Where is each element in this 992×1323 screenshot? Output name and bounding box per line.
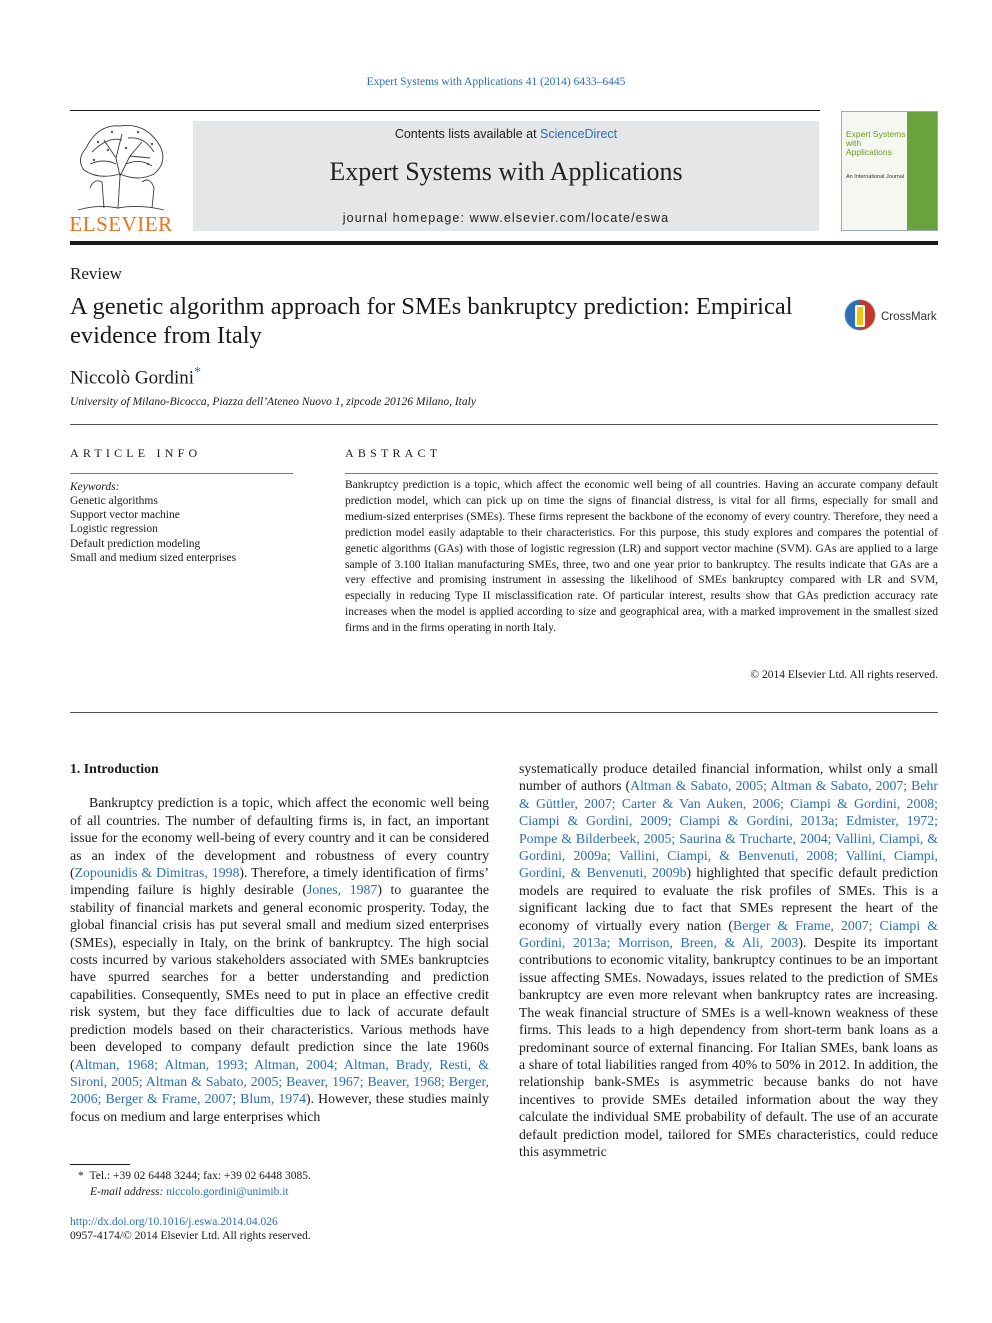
crossmark-label: CrossMark xyxy=(881,311,937,323)
journal-homepage-link[interactable]: journal homepage: www.elsevier.com/locate/eswa xyxy=(342,211,670,225)
elsevier-wordmark: ELSEVIER xyxy=(69,212,173,236)
body-text: ) highlighted that specific default prediction models are required to evaluate the risk profiles of SMEs. This is a significant lacking due to fact that SMEs represent the heart of the economy of virtually every nation ( xyxy=(519,865,938,933)
intro-paragraph-continued xyxy=(519,760,938,1160)
keyword-item: Default prediction modeling xyxy=(70,537,201,550)
keywords-list xyxy=(70,494,236,565)
body-text: ). Therefore, a timely identification of firms’ impending failure is highly desirable ( xyxy=(70,865,489,898)
body-text: ). However, these studies mainly focus on medium and large enterprises which xyxy=(70,1091,489,1124)
footnote-marker: * xyxy=(78,1170,84,1182)
abstract-divider xyxy=(345,473,938,474)
author-affiliation: University of Milano-Bicocca, Piazza dell’Ateneo Nuovo 1, zipcode 20126 Milano, Italy xyxy=(70,396,476,408)
doi-link[interactable]: http://dx.doi.org/10.1016/j.eswa.2014.04.026 xyxy=(70,1216,278,1228)
article-info-divider xyxy=(70,473,293,474)
contents-line xyxy=(193,127,819,141)
body-column-right xyxy=(519,760,938,1160)
issn-copyright: 0957-4174/© 2014 Elsevier Ltd. All rights reserved. xyxy=(70,1230,311,1242)
abstract-text: Bankruptcy prediction is a topic, which affect the economic well being of all countries. Having an accurate company default prediction model, which can pick up on time the signs of financial distress, is vital for all firms, especially for small and medium-sized enterprises (SMEs). These firms represent the backbone of the economy of every country. Therefore, they need a prediction model easily adaptable to their characteristics. For this purpose, this study explores and compares the potential of genetic algorithms (GAs) with those of logistic regression (LR) and support vector machine (SVM). GAs are applied to a large sample of 3.100 Italian manufacturing SMEs, three, two and one year prior to bankruptcy. The results indicate that GAs are a very effective and promising instrument in assessing the likelihood of SMEs bankruptcy compared with LR and SVM, especially in reducing Type II misclassification rate. Of particular interest, results show that GAs prediction accuracy rate increases when the model is applied according to size and geographical area, with a marked improvement in the smallest sized firms and in the firms operating in north Italy. xyxy=(345,479,938,635)
journal-title: Expert Systems with Applications xyxy=(329,157,683,186)
article-author xyxy=(70,365,201,389)
journal-cover-thumbnail xyxy=(841,111,938,231)
journal-citation-link[interactable]: Expert Systems with Applications 41 (2014) 6433–6445 xyxy=(366,76,626,88)
contents-prefix: Contents lists available at xyxy=(394,127,541,141)
footnote-contact xyxy=(78,1170,311,1182)
crossmark-badge[interactable] xyxy=(843,298,939,332)
body-text: systematically produce detailed financial information, whilst only a small number of authors ( xyxy=(519,761,938,794)
author-name: Niccolò Gordini xyxy=(70,367,195,389)
header-thick-divider xyxy=(70,241,938,245)
body-text: ). Despite its important contributions to economic vitality, bankruptcy continues to be an important issue affecting SMEs. Nowadays, issues related to the prediction of SMEs bankruptcy are even more relevant when bankruptcy rates are increasing. The weak financial structure of SMEs is a well-known weakness of these firms. This leads to a high dependency from short-term bank loans as a predominant source of external financing. For Italian SMEs, bank loans as a share of total liabilities ranged from 40% to 50% in 2012. In addition, the relationship bank-SMEs is asymmetric because banks do not have incentives to provide SMEs detailed information about the way they calculate the individual SME probability of default. The use of an accurate default prediction model, tailored for SMEs characteristics, could reduce this asymmetric xyxy=(519,935,938,1159)
email-label: E-mail address: xyxy=(90,1186,164,1198)
email-link[interactable]: niccolo.gordini@unimib.it xyxy=(166,1186,289,1198)
footnote-divider xyxy=(70,1164,130,1165)
intro-paragraph xyxy=(70,794,489,1125)
body-text: ) to guarantee the stability of financial markets and general economic prosperity. Today, the global financial crisis has put several small and medium sized enterprises (SMEs), especially in Italy, on the brink of bankruptcy. The high social costs incurred by various stakeholders associated with SMEs bankruptcies have spurred searches for a better understanding and prediction capabilities. Consequently, SMEs need to put in place an effective credit risk system, but they face difficulties due to lack of accurate default prediction models based on their characteristics. Various methods have been developed to company default prediction since the late 1960s ( xyxy=(70,882,489,1072)
body-column-left xyxy=(70,760,489,1125)
reference-link[interactable]: Altman, 1968; Altman, 1993; Altman, 2004; Altman, Brady, Resti, & Sironi, 2005; Altman & Sabato, 2005; Beaver, 1967; Beaver, 1968; Berger, 2006; Berger & Frame, 2007; Blum, 1974 xyxy=(70,1056,489,1107)
keyword-item: Small and medium sized enterprises xyxy=(70,551,237,564)
keyword-item: Logistic regression xyxy=(70,523,158,536)
cover-side-strip xyxy=(907,112,937,231)
cover-title: Expert Systems with Applications xyxy=(846,129,906,157)
abstract-copyright: © 2014 Elsevier Ltd. All rights reserved. xyxy=(750,669,938,681)
article-info-heading: ARTICLE INFO xyxy=(70,446,202,460)
header-divider xyxy=(70,110,820,111)
journal-header-box xyxy=(193,121,819,231)
keywords-label: Keywords: xyxy=(70,481,120,493)
article-section-type: Review xyxy=(70,264,122,283)
reference-link[interactable]: Jones, 1987 xyxy=(307,882,378,898)
reference-link[interactable]: Berger & Frame, 2007; Ciampi & Gordini, 2013a; Morrison, Breen, & Ali, 2003 xyxy=(519,917,938,951)
keyword-item: Genetic algorithms xyxy=(70,495,158,507)
divider-bottom xyxy=(70,712,938,713)
reference-link[interactable]: Altman & Sabato, 2005; Altman & Sabato, 2007; Behr & Güttler, 2007; Carter & Van Auken, 2006; Ciampi & Gordini, 2008; Ciampi & Gordini, 2009; Ciampi & Gordini, 2013a; Edmister, 1972; Pompe & Bilderbeek, 2005; Saurina & Trucharte, 2004; Vallini, Ciampi, & Gordini, 2009a; Vallini, Ciampi, & Benvenuti, 2008; Vallini, Ciampi, Gordini, & Benvenuti, 2009b xyxy=(519,778,938,881)
footnote-tel: Tel.: +39 02 6448 3244; fax: +39 02 6448 3085. xyxy=(89,1170,311,1182)
body-text: Bankruptcy prediction is a topic, which affect the economic well being of all countries. The number of defaulting firms is, in fact, an important issue for the economy well-being of every country and it can be considered as an index of the development and robustness of every country ( xyxy=(70,795,489,881)
sciencedirect-link[interactable]: ScienceDirect xyxy=(540,127,618,141)
divider-top xyxy=(70,424,938,425)
abstract-heading: ABSTRACT xyxy=(345,446,442,460)
corresponding-author-marker[interactable]: * xyxy=(194,365,202,380)
footnote-email-line xyxy=(90,1186,289,1198)
cover-subtitle: An International Journal xyxy=(846,174,905,180)
article-title: A genetic algorithm approach for SMEs bankruptcy prediction: Empirical evidence from Italy xyxy=(70,293,793,349)
keyword-item: Support vector machine xyxy=(70,509,180,522)
reference-link[interactable]: Zopounidis & Dimitras, 1998 xyxy=(74,865,240,881)
introduction-heading: 1. Introduction xyxy=(70,761,159,776)
